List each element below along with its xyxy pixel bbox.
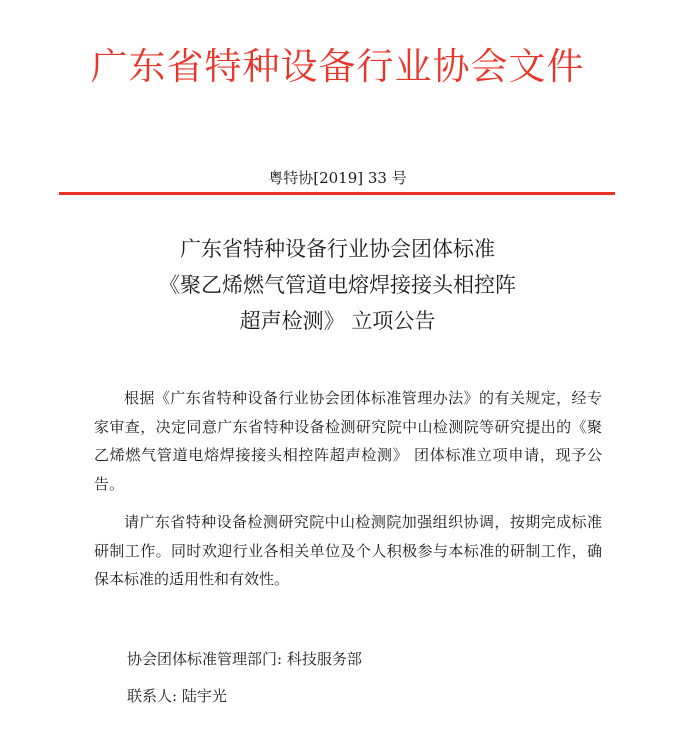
contact-person: 联系人: 陆宇光 — [127, 687, 227, 705]
body-paragraph-1: 根据《广东省特种设备行业协会团体标准管理办法》的有关规定，经专家审查，决定同意广东省特种设备检测研究院中山检测院等研究提出的《聚乙烯燃气管道电熔焊接接头相控阵超声检测》 团体标准立项申请，现予公告。 — [94, 389, 602, 494]
document-header-title: 广东省特种设备行业协会文件 — [90, 45, 585, 88]
title-line-2: 《聚乙烯燃气管道电熔焊接接头相控阵 — [159, 273, 516, 297]
announcement-title — [0, 231, 675, 339]
red-divider-line — [59, 192, 615, 195]
contact-department: 协会团体标准管理部门: 科技服务部 — [127, 650, 362, 668]
title-line-1: 广东省特种设备行业协会团体标准 — [180, 237, 495, 261]
document-number: 粤特协[2019] 33 号 — [268, 169, 407, 187]
title-line-3: 超声检测》 立项公告 — [239, 309, 436, 333]
announcement-body — [94, 384, 602, 594]
body-paragraph-2: 请广东省特种设备检测研究院中山检测院加强组织协调，按期完成标准研制工作。同时欢迎行业各相关单位及个人积极参与本标准的研制工作，确保本标准的适用性和有效性。 — [94, 512, 602, 589]
